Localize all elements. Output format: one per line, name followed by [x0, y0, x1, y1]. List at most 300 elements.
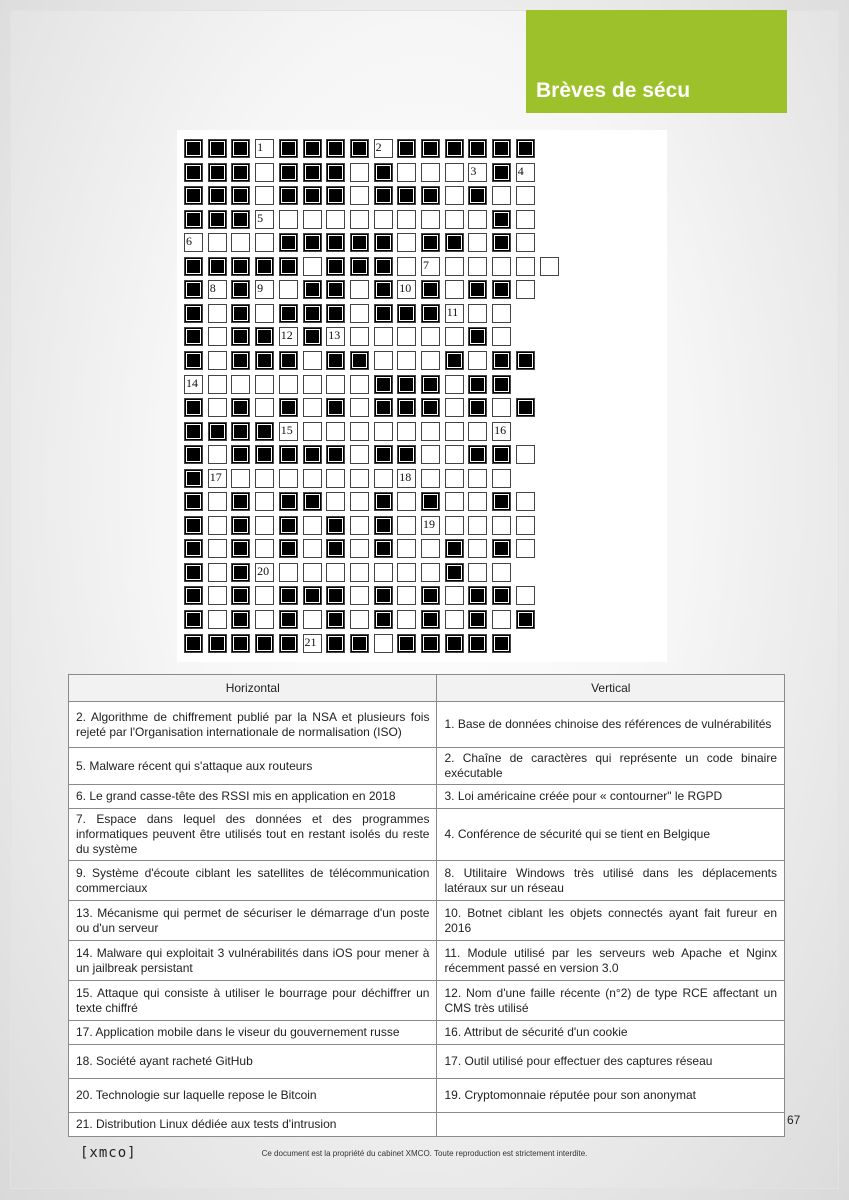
clue-row [69, 1045, 785, 1079]
crossword-numbered-cell [374, 139, 393, 158]
crossword-empty-cell [279, 563, 298, 582]
crossword-cell-number: 1 [257, 140, 264, 154]
crossword-empty-cell [374, 422, 393, 441]
crossword-empty-cell [350, 304, 369, 323]
crossword-black-cell [492, 539, 511, 558]
crossword-black-cell [231, 516, 250, 535]
crossword-cell-number: 7 [423, 257, 429, 272]
copyright-notice: Ce document est la propriété du cabinet XMCO. Toute reproduction est strictement interdite. [261, 1149, 588, 1158]
crossword-black-cell [303, 139, 322, 158]
crossword-numbered-cell [303, 634, 322, 653]
vertical-clue: 2. Chaîne de caractères qui représente un code binaire exécutable [437, 748, 785, 785]
crossword-numbered-cell [255, 210, 274, 229]
crossword-empty-cell [350, 586, 369, 605]
crossword-black-cell [255, 327, 274, 346]
crossword-empty-cell [492, 610, 511, 629]
crossword-empty-cell [326, 563, 345, 582]
crossword-empty-cell [516, 210, 535, 229]
crossword-cell-number: 14 [186, 375, 198, 390]
crossword-empty-cell [468, 351, 487, 370]
crossword-empty-cell [421, 327, 440, 346]
crossword-numbered-cell [468, 163, 487, 182]
crossword-empty-cell [374, 634, 393, 653]
crossword-numbered-cell [421, 257, 440, 276]
crossword-black-cell [231, 634, 250, 653]
crossword-empty-cell [326, 210, 345, 229]
crossword-black-cell [445, 351, 464, 370]
crossword-black-cell [492, 163, 511, 182]
crossword-empty-cell [516, 233, 535, 252]
crossword-empty-cell [303, 539, 322, 558]
crossword-black-cell [184, 422, 203, 441]
crossword-empty-cell [303, 398, 322, 417]
horizontal-clue: 20. Technologie sur laquelle repose le Bitcoin [69, 1079, 437, 1113]
crossword-black-cell [231, 186, 250, 205]
crossword-black-cell [208, 210, 227, 229]
vertical-clue: 17. Outil utilisé pour effectuer des captures réseau [437, 1045, 785, 1079]
crossword-empty-cell [397, 351, 416, 370]
crossword-black-cell [303, 327, 322, 346]
crossword-empty-cell [468, 492, 487, 511]
crossword-black-cell [208, 422, 227, 441]
crossword-numbered-cell [445, 304, 464, 323]
crossword-black-cell [279, 445, 298, 464]
crossword-empty-cell [468, 257, 487, 276]
crossword-black-cell [231, 139, 250, 158]
crossword-black-cell [421, 139, 440, 158]
crossword-black-cell [231, 398, 250, 417]
crossword-empty-cell [421, 539, 440, 558]
crossword-empty-cell [303, 210, 322, 229]
crossword-black-cell [184, 304, 203, 323]
crossword-empty-cell [350, 280, 369, 299]
crossword-black-cell [326, 539, 345, 558]
crossword-empty-cell [303, 610, 322, 629]
crossword-empty-cell [279, 280, 298, 299]
crossword-numbered-cell [184, 233, 203, 252]
crossword-empty-cell [445, 492, 464, 511]
crossword-empty-cell [326, 469, 345, 488]
crossword-black-cell [445, 539, 464, 558]
crossword-empty-cell [445, 422, 464, 441]
crossword-black-cell [231, 539, 250, 558]
crossword-empty-cell [421, 445, 440, 464]
crossword-empty-cell [350, 210, 369, 229]
crossword-empty-cell [326, 422, 345, 441]
crossword-black-cell [279, 398, 298, 417]
clues-table [68, 674, 785, 1137]
crossword-black-cell [184, 280, 203, 299]
crossword-black-cell [421, 233, 440, 252]
crossword-black-cell [279, 351, 298, 370]
crossword-numbered-cell [255, 139, 274, 158]
crossword-empty-cell [303, 516, 322, 535]
crossword-black-cell [208, 257, 227, 276]
crossword-empty-cell [303, 469, 322, 488]
crossword-black-cell [326, 257, 345, 276]
crossword-black-cell [397, 186, 416, 205]
clues-body [69, 702, 785, 1137]
crossword-empty-cell [397, 610, 416, 629]
crossword-numbered-cell [255, 563, 274, 582]
crossword-empty-cell [350, 445, 369, 464]
crossword-black-cell [231, 280, 250, 299]
crossword-empty-cell [492, 327, 511, 346]
vertical-clue: 11. Module utilisé par les serveurs web Apache et Nginx récemment passé en version 3.0 [437, 941, 785, 981]
crossword-black-cell [492, 445, 511, 464]
crossword-black-cell [231, 257, 250, 276]
crossword-empty-cell [350, 492, 369, 511]
vertical-clue: 1. Base de données chinoise des références de vulnérabilités [437, 702, 785, 748]
crossword-empty-cell [516, 492, 535, 511]
crossword-empty-cell [516, 280, 535, 299]
crossword-black-cell [208, 186, 227, 205]
vertical-clue: 3. Loi américaine créée pour « contourner" le RGPD [437, 785, 785, 809]
crossword-black-cell [374, 492, 393, 511]
crossword-black-cell [421, 586, 440, 605]
crossword-cell-number: 8 [209, 281, 216, 296]
crossword-empty-cell [208, 327, 227, 346]
crossword-cell-number: 5 [257, 210, 264, 225]
crossword-black-cell [421, 186, 440, 205]
crossword-black-cell [350, 257, 369, 276]
crossword-black-cell [492, 634, 511, 653]
crossword-black-cell [397, 139, 416, 158]
crossword-black-cell [184, 634, 203, 653]
crossword-black-cell [492, 351, 511, 370]
crossword-black-cell [279, 586, 298, 605]
crossword-black-cell [184, 257, 203, 276]
crossword-black-cell [184, 492, 203, 511]
crossword-black-cell [468, 634, 487, 653]
crossword-black-cell [231, 351, 250, 370]
crossword-empty-cell [374, 563, 393, 582]
crossword-empty-cell [303, 351, 322, 370]
horizontal-clue: 18. Société ayant racheté GitHub [69, 1045, 437, 1079]
crossword-black-cell [374, 539, 393, 558]
crossword-empty-cell [468, 210, 487, 229]
crossword-black-cell [374, 233, 393, 252]
crossword-black-cell [231, 445, 250, 464]
crossword-empty-cell [492, 304, 511, 323]
crossword-black-cell [350, 233, 369, 252]
crossword-black-cell [374, 304, 393, 323]
crossword-black-cell [231, 210, 250, 229]
crossword-cell-number: 21 [304, 634, 317, 649]
clue-row [69, 809, 785, 861]
crossword-empty-cell [350, 398, 369, 417]
clue-row [69, 1079, 785, 1113]
crossword-empty-cell [326, 492, 345, 511]
horizontal-clue: 5. Malware récent qui s'attaque aux routeurs [69, 748, 437, 785]
crossword-black-cell [184, 563, 203, 582]
crossword-black-cell [350, 634, 369, 653]
crossword-empty-cell [516, 539, 535, 558]
crossword-empty-cell [516, 186, 535, 205]
crossword-black-cell [279, 304, 298, 323]
crossword-empty-cell [468, 563, 487, 582]
crossword-cell-number: 6 [186, 234, 192, 249]
crossword-black-cell [397, 445, 416, 464]
crossword-empty-cell [492, 563, 511, 582]
crossword-empty-cell [468, 304, 487, 323]
crossword-empty-cell [208, 539, 227, 558]
crossword-empty-cell [445, 375, 464, 394]
crossword-black-cell [231, 586, 250, 605]
crossword-empty-cell [516, 257, 535, 276]
crossword-black-cell [445, 139, 464, 158]
crossword-cell-number: 20 [257, 563, 270, 578]
crossword-black-cell [326, 304, 345, 323]
crossword-empty-cell [516, 586, 535, 605]
crossword-empty-cell [208, 492, 227, 511]
crossword-empty-cell [303, 257, 322, 276]
crossword-black-cell [303, 492, 322, 511]
crossword-empty-cell [303, 375, 322, 394]
crossword-empty-cell [445, 610, 464, 629]
crossword-black-cell [445, 233, 464, 252]
vertical-clue: 10. Botnet ciblant les objets connectés ayant fait fureur en 2016 [437, 901, 785, 941]
crossword-black-cell [303, 163, 322, 182]
section-banner [526, 10, 787, 113]
crossword-black-cell [374, 186, 393, 205]
crossword-black-cell [374, 445, 393, 464]
crossword-empty-cell [468, 516, 487, 535]
crossword-empty-cell [255, 610, 274, 629]
crossword-black-cell [468, 445, 487, 464]
crossword-empty-cell [255, 398, 274, 417]
crossword-black-cell [184, 351, 203, 370]
vertical-header: Vertical [437, 675, 785, 702]
crossword-empty-cell [326, 375, 345, 394]
crossword-black-cell [184, 327, 203, 346]
crossword-cell-number: 10 [399, 281, 412, 296]
crossword-black-cell [231, 163, 250, 182]
crossword-empty-cell [492, 186, 511, 205]
crossword-empty-cell [397, 492, 416, 511]
crossword-black-cell [184, 586, 203, 605]
crossword-empty-cell [255, 163, 274, 182]
crossword-cell-number: 12 [280, 328, 293, 343]
crossword-black-cell [255, 257, 274, 276]
crossword-black-cell [468, 186, 487, 205]
crossword-black-cell [279, 163, 298, 182]
crossword-empty-cell [445, 163, 464, 182]
crossword-empty-cell [255, 186, 274, 205]
crossword-empty-cell [255, 469, 274, 488]
crossword-empty-cell [208, 304, 227, 323]
crossword-black-cell [468, 375, 487, 394]
crossword-empty-cell [516, 516, 535, 535]
vertical-clue: 8. Utilitaire Windows très utilisé dans les déplacements latéraux sur un réseau [437, 861, 785, 901]
crossword-empty-cell [255, 375, 274, 394]
clue-row [69, 1113, 785, 1137]
crossword-black-cell [468, 586, 487, 605]
crossword-black-cell [184, 469, 203, 488]
crossword-empty-cell [492, 469, 511, 488]
crossword-black-cell [184, 398, 203, 417]
crossword-black-cell [184, 516, 203, 535]
crossword-black-cell [516, 351, 535, 370]
crossword-black-cell [374, 163, 393, 182]
crossword-black-cell [421, 304, 440, 323]
crossword-numbered-cell [397, 469, 416, 488]
crossword-empty-cell [374, 351, 393, 370]
crossword-black-cell [397, 375, 416, 394]
crossword-black-cell [326, 280, 345, 299]
crossword-empty-cell [350, 163, 369, 182]
crossword-empty-cell [374, 469, 393, 488]
crossword-numbered-cell [279, 422, 298, 441]
crossword-cell-number: 2 [375, 140, 382, 154]
clue-row [69, 981, 785, 1021]
crossword-black-cell [350, 351, 369, 370]
xmco-logo: [xmco] [80, 1145, 137, 1161]
crossword-empty-cell [350, 327, 369, 346]
horizontal-clue: 21. Distribution Linux dédiée aux tests d'intrusion [69, 1113, 437, 1137]
horizontal-clue: 9. Système d'écoute ciblant les satellites de télécommunication commerciaux [69, 861, 437, 901]
horizontal-clue: 15. Attaque qui consiste à utiliser le bourrage pour déchiffrer un texte chiffré [69, 981, 437, 1021]
crossword-black-cell [492, 586, 511, 605]
crossword-black-cell [326, 351, 345, 370]
horizontal-clue: 7. Espace dans lequel des données et des programmes informatiques peuvent être utilisés tout en restant isolés du reste du système [69, 809, 437, 861]
crossword-empty-cell [468, 469, 487, 488]
crossword-cell-number: 13 [328, 328, 341, 343]
crossword-numbered-cell [184, 375, 203, 394]
crossword-empty-cell [208, 610, 227, 629]
crossword-black-cell [303, 304, 322, 323]
crossword-black-cell [303, 233, 322, 252]
clue-row [69, 1021, 785, 1045]
crossword-black-cell [397, 304, 416, 323]
crossword-numbered-cell [208, 280, 227, 299]
horizontal-clue: 6. Le grand casse-tête des RSSI mis en application en 2018 [69, 785, 437, 809]
crossword-empty-cell [445, 327, 464, 346]
crossword-empty-cell [255, 233, 274, 252]
crossword-black-cell [374, 280, 393, 299]
crossword-cell-number: 3 [470, 163, 477, 178]
page-number: 67 [787, 1113, 801, 1127]
clue-row [69, 861, 785, 901]
crossword-empty-cell [303, 563, 322, 582]
crossword-black-cell [184, 186, 203, 205]
crossword-empty-cell [468, 233, 487, 252]
crossword-cell-number: 17 [209, 469, 222, 484]
vertical-clue: 12. Nom d'une faille récente (n°2) de type RCE affectant un CMS très utilisé [437, 981, 785, 1021]
horizontal-clue: 17. Application mobile dans le viseur du gouvernement russe [69, 1021, 437, 1045]
crossword-black-cell [184, 445, 203, 464]
vertical-clue: 16. Attribut de sécurité d'un cookie [437, 1021, 785, 1045]
crossword-black-cell [421, 398, 440, 417]
crossword-empty-cell [255, 304, 274, 323]
crossword-empty-cell [231, 469, 250, 488]
crossword-black-cell [231, 492, 250, 511]
crossword-black-cell [492, 210, 511, 229]
crossword-black-cell [279, 186, 298, 205]
crossword-empty-cell [540, 257, 559, 276]
crossword-cell-number: 16 [494, 422, 507, 437]
crossword-black-cell [492, 233, 511, 252]
crossword-numbered-cell [326, 327, 345, 346]
crossword-black-cell [468, 139, 487, 158]
crossword-numbered-cell [516, 163, 535, 182]
crossword-black-cell [326, 139, 345, 158]
crossword-black-cell [208, 634, 227, 653]
crossword-empty-cell [421, 469, 440, 488]
clue-row [69, 901, 785, 941]
crossword-empty-cell [397, 163, 416, 182]
crossword-empty-cell [492, 516, 511, 535]
crossword-black-cell [445, 563, 464, 582]
crossword-cell-number: 4 [517, 163, 524, 178]
crossword-black-cell [445, 634, 464, 653]
crossword-empty-cell [445, 469, 464, 488]
crossword-empty-cell [350, 539, 369, 558]
crossword-empty-cell [421, 163, 440, 182]
crossword-empty-cell [350, 563, 369, 582]
crossword-black-cell [374, 610, 393, 629]
crossword-numbered-cell [421, 516, 440, 535]
crossword-cell-number: 18 [399, 469, 412, 484]
clues-header-row [69, 675, 785, 702]
crossword-empty-cell [255, 492, 274, 511]
crossword-empty-cell [516, 445, 535, 464]
crossword-empty-cell [397, 233, 416, 252]
crossword-black-cell [279, 610, 298, 629]
crossword-black-cell [303, 186, 322, 205]
crossword-black-cell [326, 610, 345, 629]
crossword-empty-cell [208, 563, 227, 582]
crossword-black-cell [326, 586, 345, 605]
crossword-empty-cell [397, 539, 416, 558]
crossword-empty-cell [445, 257, 464, 276]
crossword-black-cell [303, 586, 322, 605]
crossword-black-cell [421, 610, 440, 629]
crossword-black-cell [279, 516, 298, 535]
crossword-black-cell [279, 257, 298, 276]
crossword-black-cell [516, 398, 535, 417]
crossword-black-cell [374, 398, 393, 417]
crossword-black-cell [184, 139, 203, 158]
horizontal-clue: 13. Mécanisme qui permet de sécuriser le démarrage d'un poste ou d'un serveur [69, 901, 437, 941]
vertical-clue: 19. Cryptomonnaie réputée pour son anonymat [437, 1079, 785, 1113]
crossword-black-cell [468, 398, 487, 417]
crossword-numbered-cell [492, 422, 511, 441]
crossword-black-cell [421, 634, 440, 653]
crossword-empty-cell [397, 422, 416, 441]
crossword-empty-cell [350, 375, 369, 394]
horizontal-header: Horizontal [69, 675, 437, 702]
vertical-clue [437, 1113, 785, 1137]
crossword-black-cell [516, 610, 535, 629]
crossword-empty-cell [208, 375, 227, 394]
crossword-black-cell [326, 398, 345, 417]
crossword-black-cell [208, 163, 227, 182]
crossword-empty-cell [468, 422, 487, 441]
crossword-black-cell [350, 139, 369, 158]
crossword-empty-cell [421, 563, 440, 582]
crossword-empty-cell [374, 210, 393, 229]
crossword-black-cell [492, 492, 511, 511]
crossword-black-cell [255, 351, 274, 370]
crossword-black-cell [421, 492, 440, 511]
crossword-empty-cell [350, 422, 369, 441]
crossword-empty-cell [445, 210, 464, 229]
crossword-empty-cell [279, 469, 298, 488]
crossword-empty-cell [374, 327, 393, 346]
crossword-black-cell [468, 280, 487, 299]
crossword-empty-cell [231, 233, 250, 252]
